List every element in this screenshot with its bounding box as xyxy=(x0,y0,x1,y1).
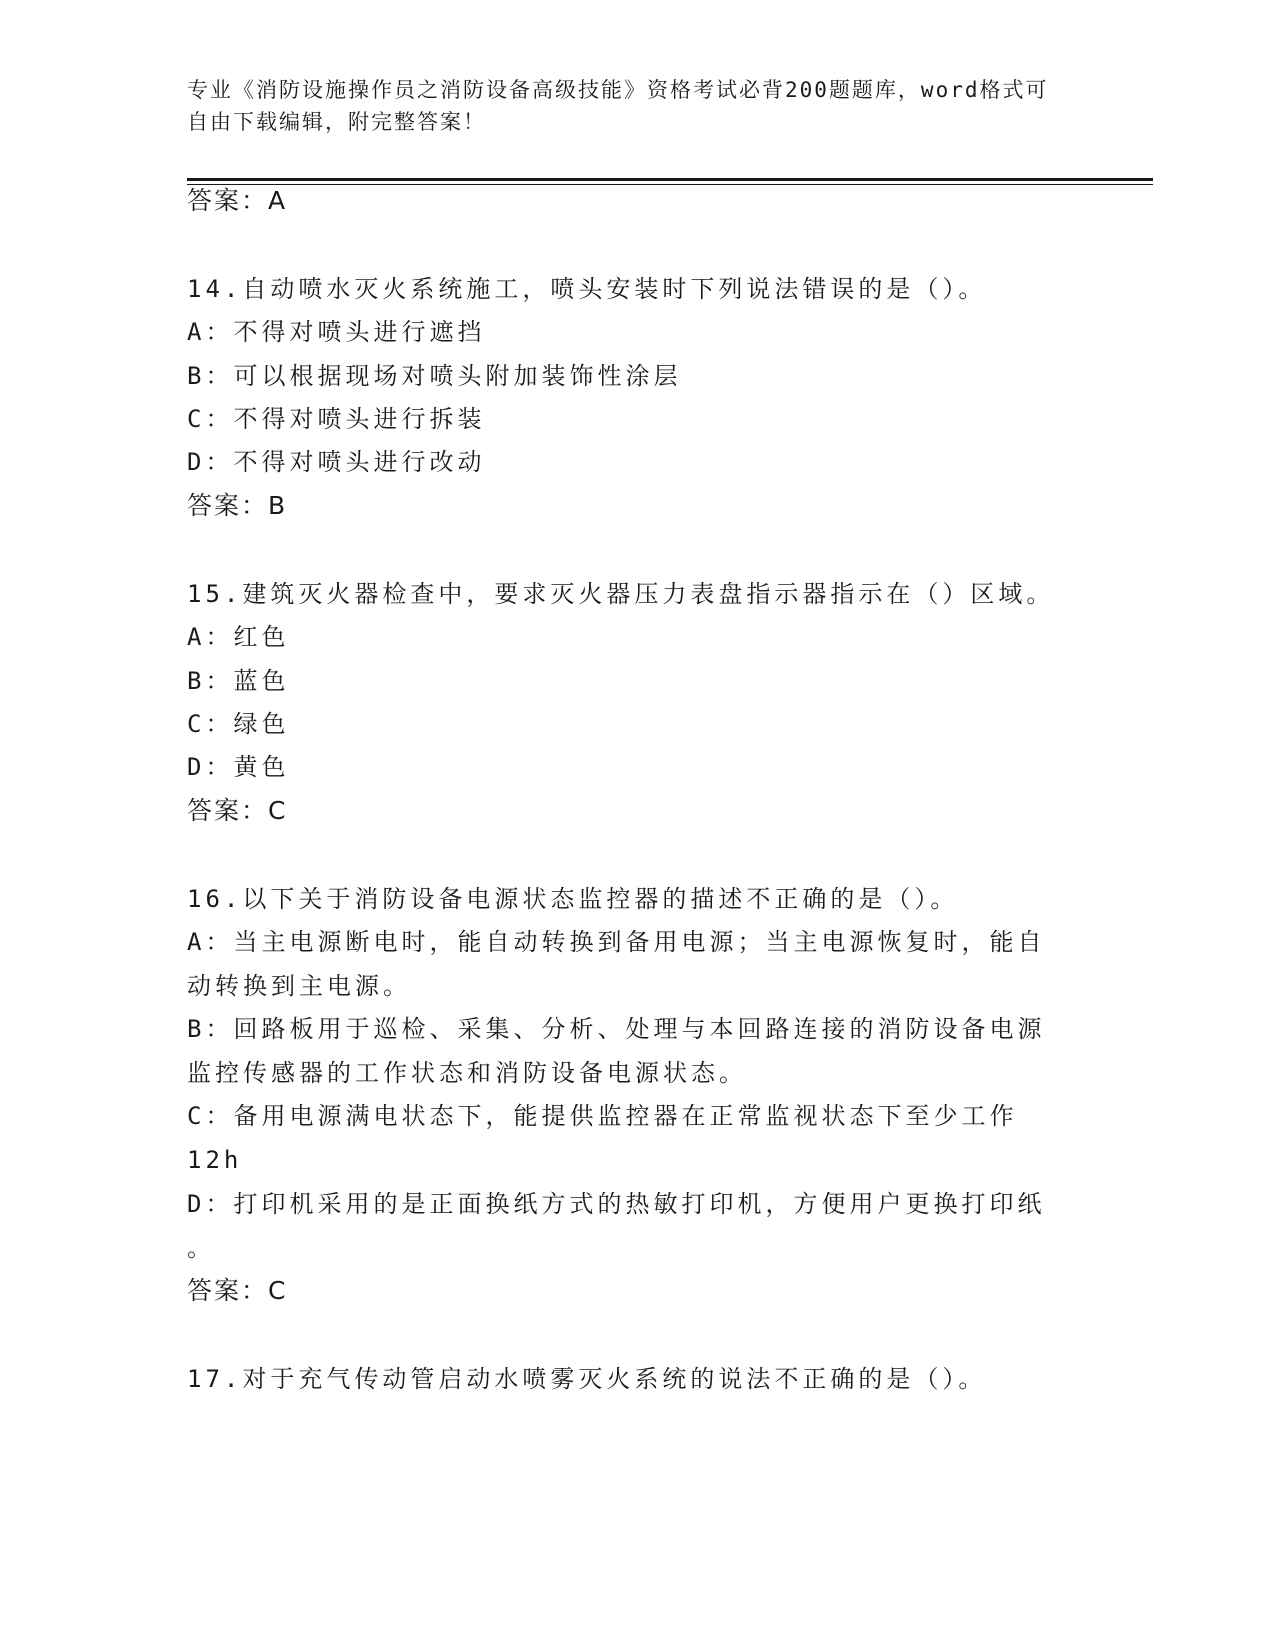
question-17: 17.对于充气传动管启动水喷雾灭火系统的说法不正确的是（）。 xyxy=(187,1365,987,1393)
question-14: 14.自动喷水灭火系统施工，喷头安装时下列说法错误的是（）。 xyxy=(187,275,987,303)
option-15-a: A：红色 xyxy=(187,623,290,651)
question-16: 16.以下关于消防设备电源状态监控器的描述不正确的是（）。 xyxy=(187,885,959,913)
option-14-c: C：不得对喷头进行拆装 xyxy=(187,405,486,433)
question-15: 15.建筑灭火器检查中，要求灭火器压力表盘指示器指示在（）区域。 xyxy=(187,580,1055,608)
option-15-d: D：黄色 xyxy=(187,753,290,781)
option-14-a: A：不得对喷头进行遮挡 xyxy=(187,318,486,346)
option-16-c: C：备用电源满电状态下，能提供监控器在正常监视状态下至少工作 xyxy=(187,1102,1018,1130)
option-16-a-cont: 动转换到主电源。 xyxy=(187,972,411,1000)
option-16-d-cont: 。 xyxy=(187,1234,215,1262)
header-divider-thin xyxy=(187,184,1153,185)
option-16-d: D：打印机采用的是正面换纸方式的热敏打印机，方便用户更换打印纸 xyxy=(187,1190,1046,1218)
answer-14: 答案：B xyxy=(187,491,288,520)
option-15-c: C：绿色 xyxy=(187,710,290,738)
document-header: 专业《消防设施操作员之消防设备高级技能》资格考试必背200题题库，word格式可自由下载编辑，附完整答案！ xyxy=(187,78,1049,134)
header-divider-thick xyxy=(187,178,1153,181)
option-15-b: B：蓝色 xyxy=(187,667,290,695)
option-16-c-cont: 12h xyxy=(187,1146,243,1174)
option-16-a: A：当主电源断电时，能自动转换到备用电源；当主电源恢复时，能自 xyxy=(187,928,1046,956)
answer-13: 答案：A xyxy=(187,186,288,215)
option-16-b: B：回路板用于巡检、采集、分析、处理与本回路连接的消防设备电源 xyxy=(187,1015,1046,1043)
option-16-b-cont: 监控传感器的工作状态和消防设备电源状态。 xyxy=(187,1059,747,1087)
option-14-d: D：不得对喷头进行改动 xyxy=(187,448,486,476)
answer-15: 答案：C xyxy=(187,796,288,825)
answer-16: 答案：C xyxy=(187,1276,288,1305)
option-14-b: B：可以根据现场对喷头附加装饰性涂层 xyxy=(187,362,682,390)
